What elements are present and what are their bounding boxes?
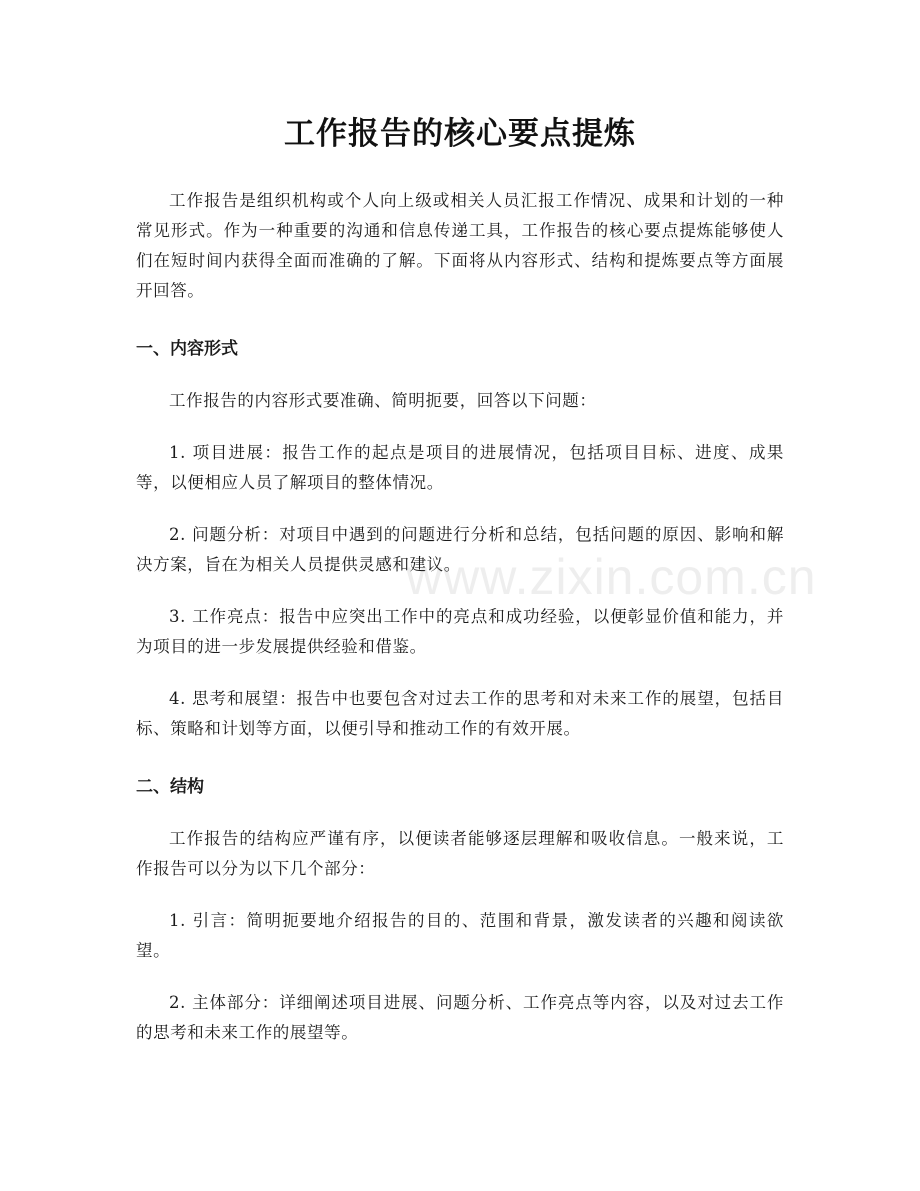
document-title: 工作报告的核心要点提炼 [284, 116, 636, 152]
section-paragraph: 工作报告的内容形式要准确、简明扼要，回答以下问题： [169, 391, 597, 410]
document-body [136, 186, 784, 1070]
section-heading-structure: 二、结构 [136, 777, 204, 797]
list-item-highlights: 3. 工作亮点：报告中应突出工作中的亮点和成功经验，以便彰显价值和能力，并为项目的进一步发展提供经验和借鉴。 [136, 607, 784, 656]
list-item-problem-analysis: 2. 问题分析：对项目中遇到的问题进行分析和总结，包括问题的原因、影响和解决方案，旨在为相关人员提供灵感和建议。 [136, 525, 784, 574]
watermark: www.zixin.com.cn [406, 549, 817, 605]
section-heading-content-form: 一、内容形式 [136, 339, 238, 359]
list-item-main-body: 2. 主体部分：详细阐述项目进展、问题分析、工作亮点等内容，以及对过去工作的思考和未来工作的展望等。 [136, 993, 784, 1042]
list-item-outlook: 4. 思考和展望：报告中也要包含对过去工作的思考和对未来工作的展望，包括目标、策略和计划等方面，以便引导和推动工作的有效开展。 [136, 689, 784, 738]
section-paragraph: 工作报告的结构应严谨有序，以便读者能够逐层理解和吸收信息。一般来说，工作报告可以分为以下几个部分： [136, 829, 784, 878]
list-item-introduction: 1. 引言：简明扼要地介绍报告的目的、范围和背景，激发读者的兴趣和阅读欲望。 [136, 911, 784, 960]
list-item-progress: 1. 项目进展：报告工作的起点是项目的进展情况，包括项目目标、进度、成果等，以便相应人员了解项目的整体情况。 [136, 443, 784, 492]
intro-paragraph: 工作报告是组织机构或个人向上级或相关人员汇报工作情况、成果和计划的一种常见形式。作为一种重要的沟通和信息传递工具，工作报告的核心要点提炼能够使人们在短时间内获得全面而准确的了解。下面将从内容形式、结构和提炼要点等方面展开回答。 [136, 191, 784, 300]
